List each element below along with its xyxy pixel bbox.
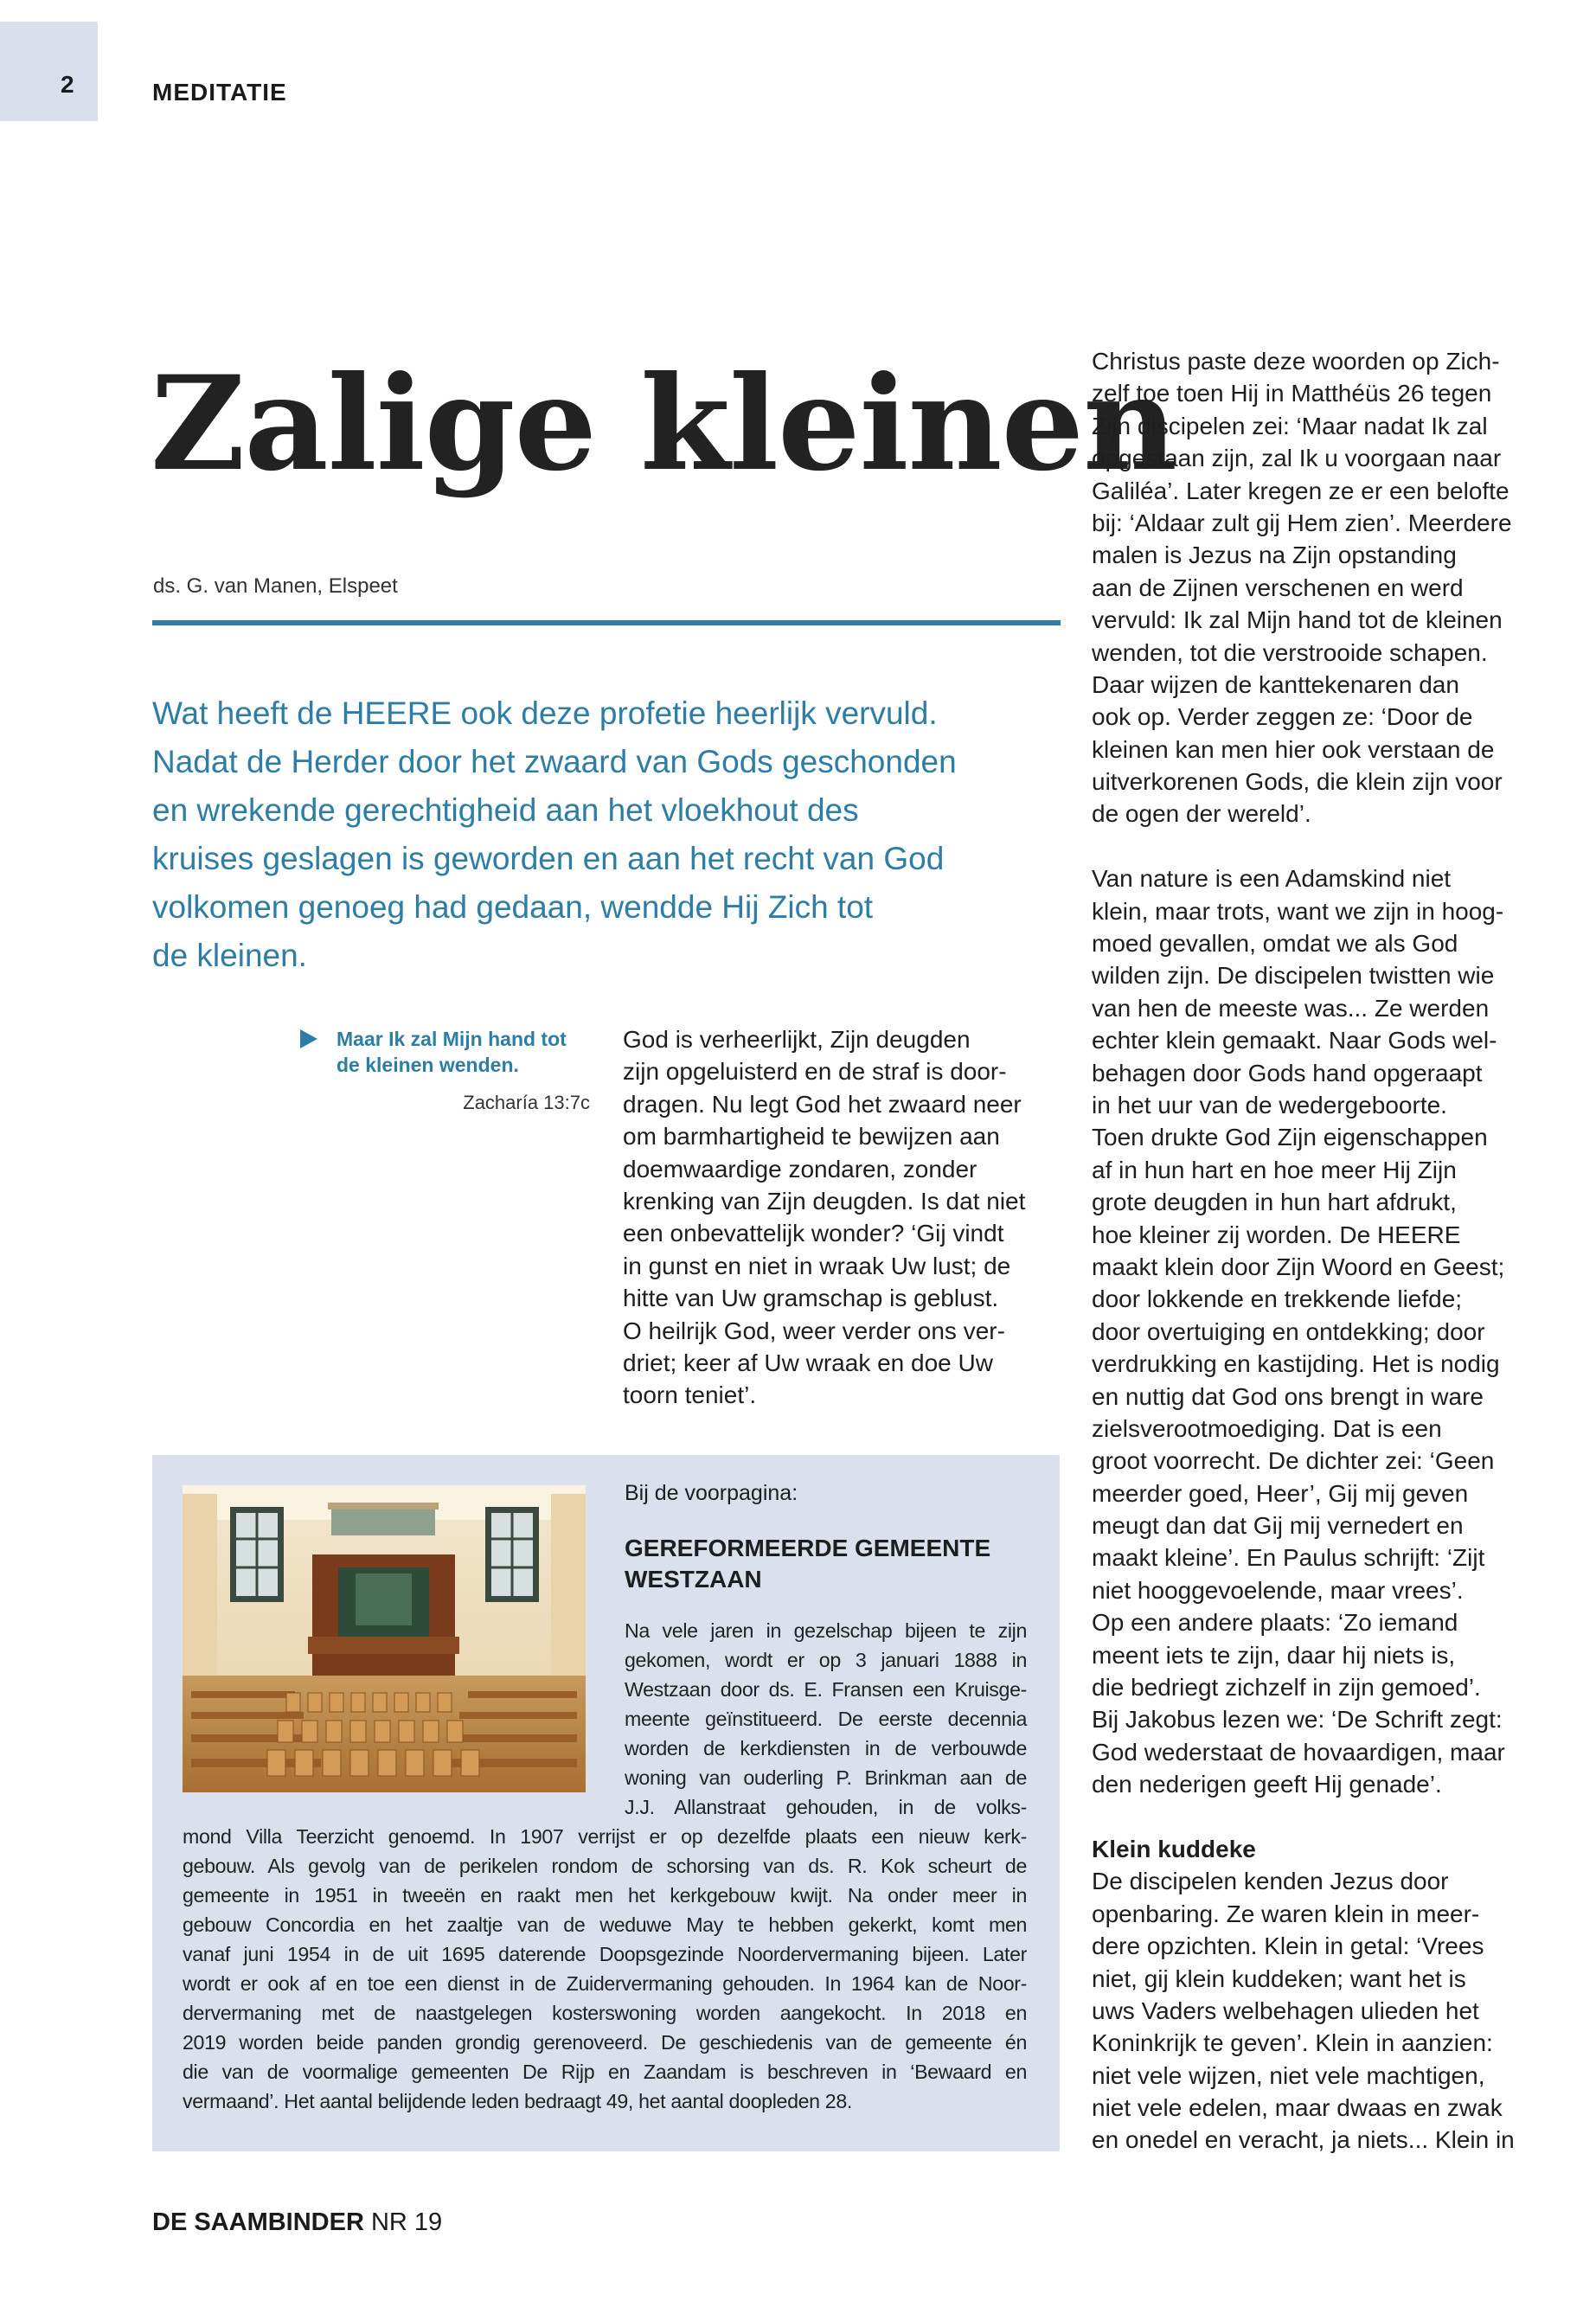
body-line: krenking van Zijn deugden. Is dat niet <box>623 1188 1026 1215</box>
body-line: grote deugden in hun hart afdrukt, <box>1092 1189 1457 1216</box>
publication-name: DE SAAMBINDER <box>152 2208 364 2236</box>
box-heading <box>625 1533 1040 1595</box>
body-line: doemwaardige zondaren, zonder <box>623 1155 977 1183</box>
body-line: maakt klein door Zijn Woord en Geest; <box>1092 1253 1505 1280</box>
body-line: wilden zijn. De discipelen twistten wie <box>1092 962 1495 990</box>
box-text-line: Na vele jaren in gezelschap bijeen te zijn <box>625 1619 1027 1642</box>
box-heading-line: WESTZAAN <box>625 1566 762 1593</box>
section-label: MEDITATIE <box>152 79 287 106</box>
body-line: in het uur van de wedergeboorte. <box>1092 1091 1447 1118</box>
lead-line: kruises geslagen is geworden en aan het recht van God <box>152 841 945 876</box>
title-divider <box>152 620 1061 625</box>
box-kicker: Bij de voorpagina: <box>625 1481 798 1505</box>
body-line: niet vele wijzen, niet vele machtigen, <box>1092 2061 1485 2089</box>
paragraph-gap <box>1092 1801 1542 1833</box>
lead-line: en wrekende gerechtigheid aan het vloekhout des <box>152 792 859 828</box>
body-line: de ogen der wereld’. <box>1092 800 1311 828</box>
body-line: Bij Jakobus lezen we: ‘De Schrift zegt: <box>1092 1706 1503 1734</box>
box-text-line: 2019 worden beide panden grondig gerenoveerd. De geschiedenis van de gemeente én <box>183 2031 1027 2054</box>
body-line: wenden, tot die verstrooide schapen. <box>1092 638 1488 666</box>
scripture-reference: Zacharía 13:7c <box>463 1092 590 1113</box>
body-line: zielsverootmoediging. Dat is een <box>1092 1414 1442 1442</box>
play-triangle-icon <box>300 1029 317 1048</box>
body-line: verdrukking en kastijding. Het is nodig <box>1092 1350 1500 1378</box>
quote-line: Maar Ik zal Mijn hand tot <box>337 1028 567 1050</box>
body-line: af in hun hart en hoe meer Hij Zijn <box>1092 1156 1457 1183</box>
body-line: God wederstaat de hovaardigen, maar <box>1092 1738 1505 1766</box>
body-line: God is verheerlijkt, Zijn deugden <box>623 1026 971 1053</box>
box-text-line: vermaand’. Het aantal belijdende leden bedraagt 49, het aantal doopleden 28. <box>183 2090 852 2112</box>
body-line: hoe kleiner zij worden. De HEERE <box>1092 1221 1461 1248</box>
body-line: Op een andere plaats: ‘Zo iemand <box>1092 1609 1458 1637</box>
body-line: dere opzichten. Klein in getal: ‘Vrees <box>1092 1932 1484 1960</box>
body-line: groot voorrecht. De dichter zei: ‘Geen <box>1092 1447 1495 1475</box>
body-line: uitverkorenen Gods, die klein zijn voor <box>1092 768 1503 796</box>
body-line: meugt dan dat Gij mij vernedert en <box>1092 1512 1464 1540</box>
body-line: hitte van Uw gramschap is geblust. <box>623 1285 999 1312</box>
quote-line: de kleinen wenden. <box>337 1054 519 1076</box>
body-line: maakt kleine’. En Paulus schrijft: ‘Zijt <box>1092 1544 1485 1572</box>
box-text-line: woning van ouderling P. Brinkman aan de <box>625 1766 1027 1789</box>
scripture-quote <box>337 1026 605 1078</box>
body-line: Koninkrijk te geven’. Klein in aanzien: <box>1092 2029 1493 2057</box>
box-text-line: gemeente in 1951 in tweeën en raakt men het kerkgebouw kwijt. Na onder meer in <box>183 1884 1027 1907</box>
body-line: behagen door Gods hand opgeraapt <box>1092 1059 1483 1086</box>
box-text-line: gebouw Concordia en het zaaltje van de weduwe May te hebben gekerkt, komt men <box>183 1913 1027 1936</box>
body-line: Toen drukte God Zijn eigenschappen <box>1092 1124 1488 1151</box>
box-text-line: worden de kerkdiensten in de verbouwde <box>625 1737 1027 1759</box>
body-line: Daar wijzen de kanttekenaren dan <box>1092 670 1459 698</box>
body-line: kleinen kan men hier ook verstaan de <box>1092 735 1495 763</box>
body-line: die bedriegt zichzelf in zijn gemoed’. <box>1092 1674 1481 1702</box>
body-line: niet, gij klein kuddeken; want het is <box>1092 1965 1466 1992</box>
right-column-text <box>1092 345 1542 2157</box>
body-line: Van nature is een Adamskind niet <box>1092 865 1452 893</box>
box-text-line: meente geïnstitueerd. De eerste decennia <box>625 1708 1027 1730</box>
body-line: niet vele edelen, maar dwaas en zwak <box>1092 2094 1503 2122</box>
body-line: openbaring. Ze waren klein in meer- <box>1092 1900 1480 1927</box>
body-line: in gunst en niet in wraak Uw lust; de <box>623 1252 1011 1279</box>
box-heading-line: GEREFORMEERDE GEMEENTE <box>625 1535 991 1561</box>
body-line: een onbevattelijk wonder? ‘Gij vindt <box>623 1220 1004 1247</box>
lead-line: Wat heeft de HEERE ook deze profetie heerlijk vervuld. <box>152 695 938 731</box>
body-line: zijn opgeluisterd en de straf is door- <box>623 1058 1007 1086</box>
body-line: ook op. Verder zeggen ze: ‘Door de <box>1092 703 1473 731</box>
body-line: bij: ‘Aldaar zult gij Hem zien’. Meerdere <box>1092 509 1512 536</box>
body-line: aan de Zijnen verschenen en werd <box>1092 574 1464 601</box>
body-line: den nederigen geeft Hij genade’. <box>1092 1771 1442 1798</box>
body-line: driet; keer af Uw wraak en doe Uw <box>623 1349 993 1377</box>
lead-paragraph <box>152 689 1061 980</box>
body-line: door overtuiging en ontdekking; door <box>1092 1317 1485 1345</box>
body-line: echter klein gemaakt. Naar Gods wel- <box>1092 1027 1497 1054</box>
body-line: zelf toe toen Hij in Matthéüs 26 tegen <box>1092 380 1492 407</box>
box-text-line: gekomen, wordt er op 3 januari 1888 in <box>625 1649 1027 1671</box>
article-title: Zalige kleinen <box>151 348 1177 500</box>
body-line: dragen. Nu legt God het zwaard neer <box>623 1090 1022 1118</box>
box-text-line: mond Villa Teerzicht genoemd. In 1907 verrijst er op dezelfde plaats een nieuw kerk- <box>183 1825 1027 1848</box>
box-text-line: J.J. Allanstraat gehouden, in de volks- <box>625 1796 1027 1818</box>
box-text-line: vanaf juni 1954 in de uit 1695 daterende Doopsgezinde Noordervermaning bijeen. Later <box>183 1943 1027 1965</box>
lead-line: volkomen genoeg had gedaan, wendde Hij Zich tot <box>152 889 874 925</box>
body-line: moed gevallen, omdat we als God <box>1092 930 1458 958</box>
paragraph-gap <box>1092 830 1542 862</box>
box-text-line: wordt er ook af en toe een dienst in de Zuidervermaning gehouden. In 1964 kan de Noor- <box>183 1972 1027 1995</box>
middle-column-text <box>623 1023 1055 1412</box>
body-line: Christus paste deze woorden op Zich- <box>1092 348 1500 375</box>
article-author: ds. G. van Manen, Elspeet <box>153 574 398 598</box>
church-interior-photo <box>183 1485 586 1792</box>
lead-line: de kleinen. <box>152 938 307 973</box>
box-text-line: gebouw. Als gevolg van de perikelen rondom de schorsing van ds. R. Kok scheurt de <box>183 1855 1027 1877</box>
body-line: meent iets te zijn, daar hij niets is, <box>1092 1641 1456 1669</box>
body-line: meerder goed, Heer’, Gij mij geven <box>1092 1479 1469 1507</box>
body-line: Galiléa’. Later kregen ze er een belofte <box>1092 477 1509 504</box>
body-line: van hen de meeste was... Ze werden <box>1092 994 1490 1022</box>
box-text-line: dervermaning met de naastgelegen kosterswoning worden aangekocht. In 2018 en <box>183 2002 1027 2024</box>
body-line: door lokkende en trekkende liefde; <box>1092 1285 1463 1313</box>
body-line: niet hooggevoelende, maar vrees’. <box>1092 1576 1464 1604</box>
lead-line: Nadat de Herder door het zwaard van Gods geschonden <box>152 744 957 779</box>
body-line: en nuttig dat God ons brengt in ware <box>1092 1382 1484 1410</box>
publication-footer <box>152 2208 442 2237</box>
body-line: toorn teniet’. <box>623 1381 757 1409</box>
page-number: 2 <box>61 71 74 98</box>
body-line: malen is Jezus na Zijn opstanding <box>1092 542 1457 569</box>
body-line: en onedel en veracht, ja niets... Klein in <box>1092 2126 1515 2154</box>
body-line: klein, maar trots, want we zijn in hoog- <box>1092 897 1504 925</box>
body-line: uws Vaders welbehagen ulieden het <box>1092 1997 1479 2024</box>
box-text-line: Westzaan door ds. E. Fransen een Kruisge- <box>625 1678 1027 1701</box>
body-line: Zijn discipelen zei: ‘Maar nadat Ik zal <box>1092 412 1488 439</box>
issue-number: NR 19 <box>370 2208 443 2236</box>
body-line: om barmhartigheid te bewijzen aan <box>623 1123 1000 1150</box>
box-text-line: die van de voormalige gemeenten De Rijp en Zaandam is beschreven in ‘Bewaard en <box>183 2061 1027 2083</box>
body-line: vervuld: Ik zal Mijn hand tot de kleinen <box>1092 606 1503 634</box>
body-line: O heilrijk God, weer verder ons ver- <box>623 1317 1005 1344</box>
body-line: De discipelen kenden Jezus door <box>1092 1868 1449 1895</box>
subheading: Klein kuddeke <box>1092 1835 1256 1862</box>
body-line: opgestaan zijn, zal Ik u voorgaan naar <box>1092 445 1502 472</box>
